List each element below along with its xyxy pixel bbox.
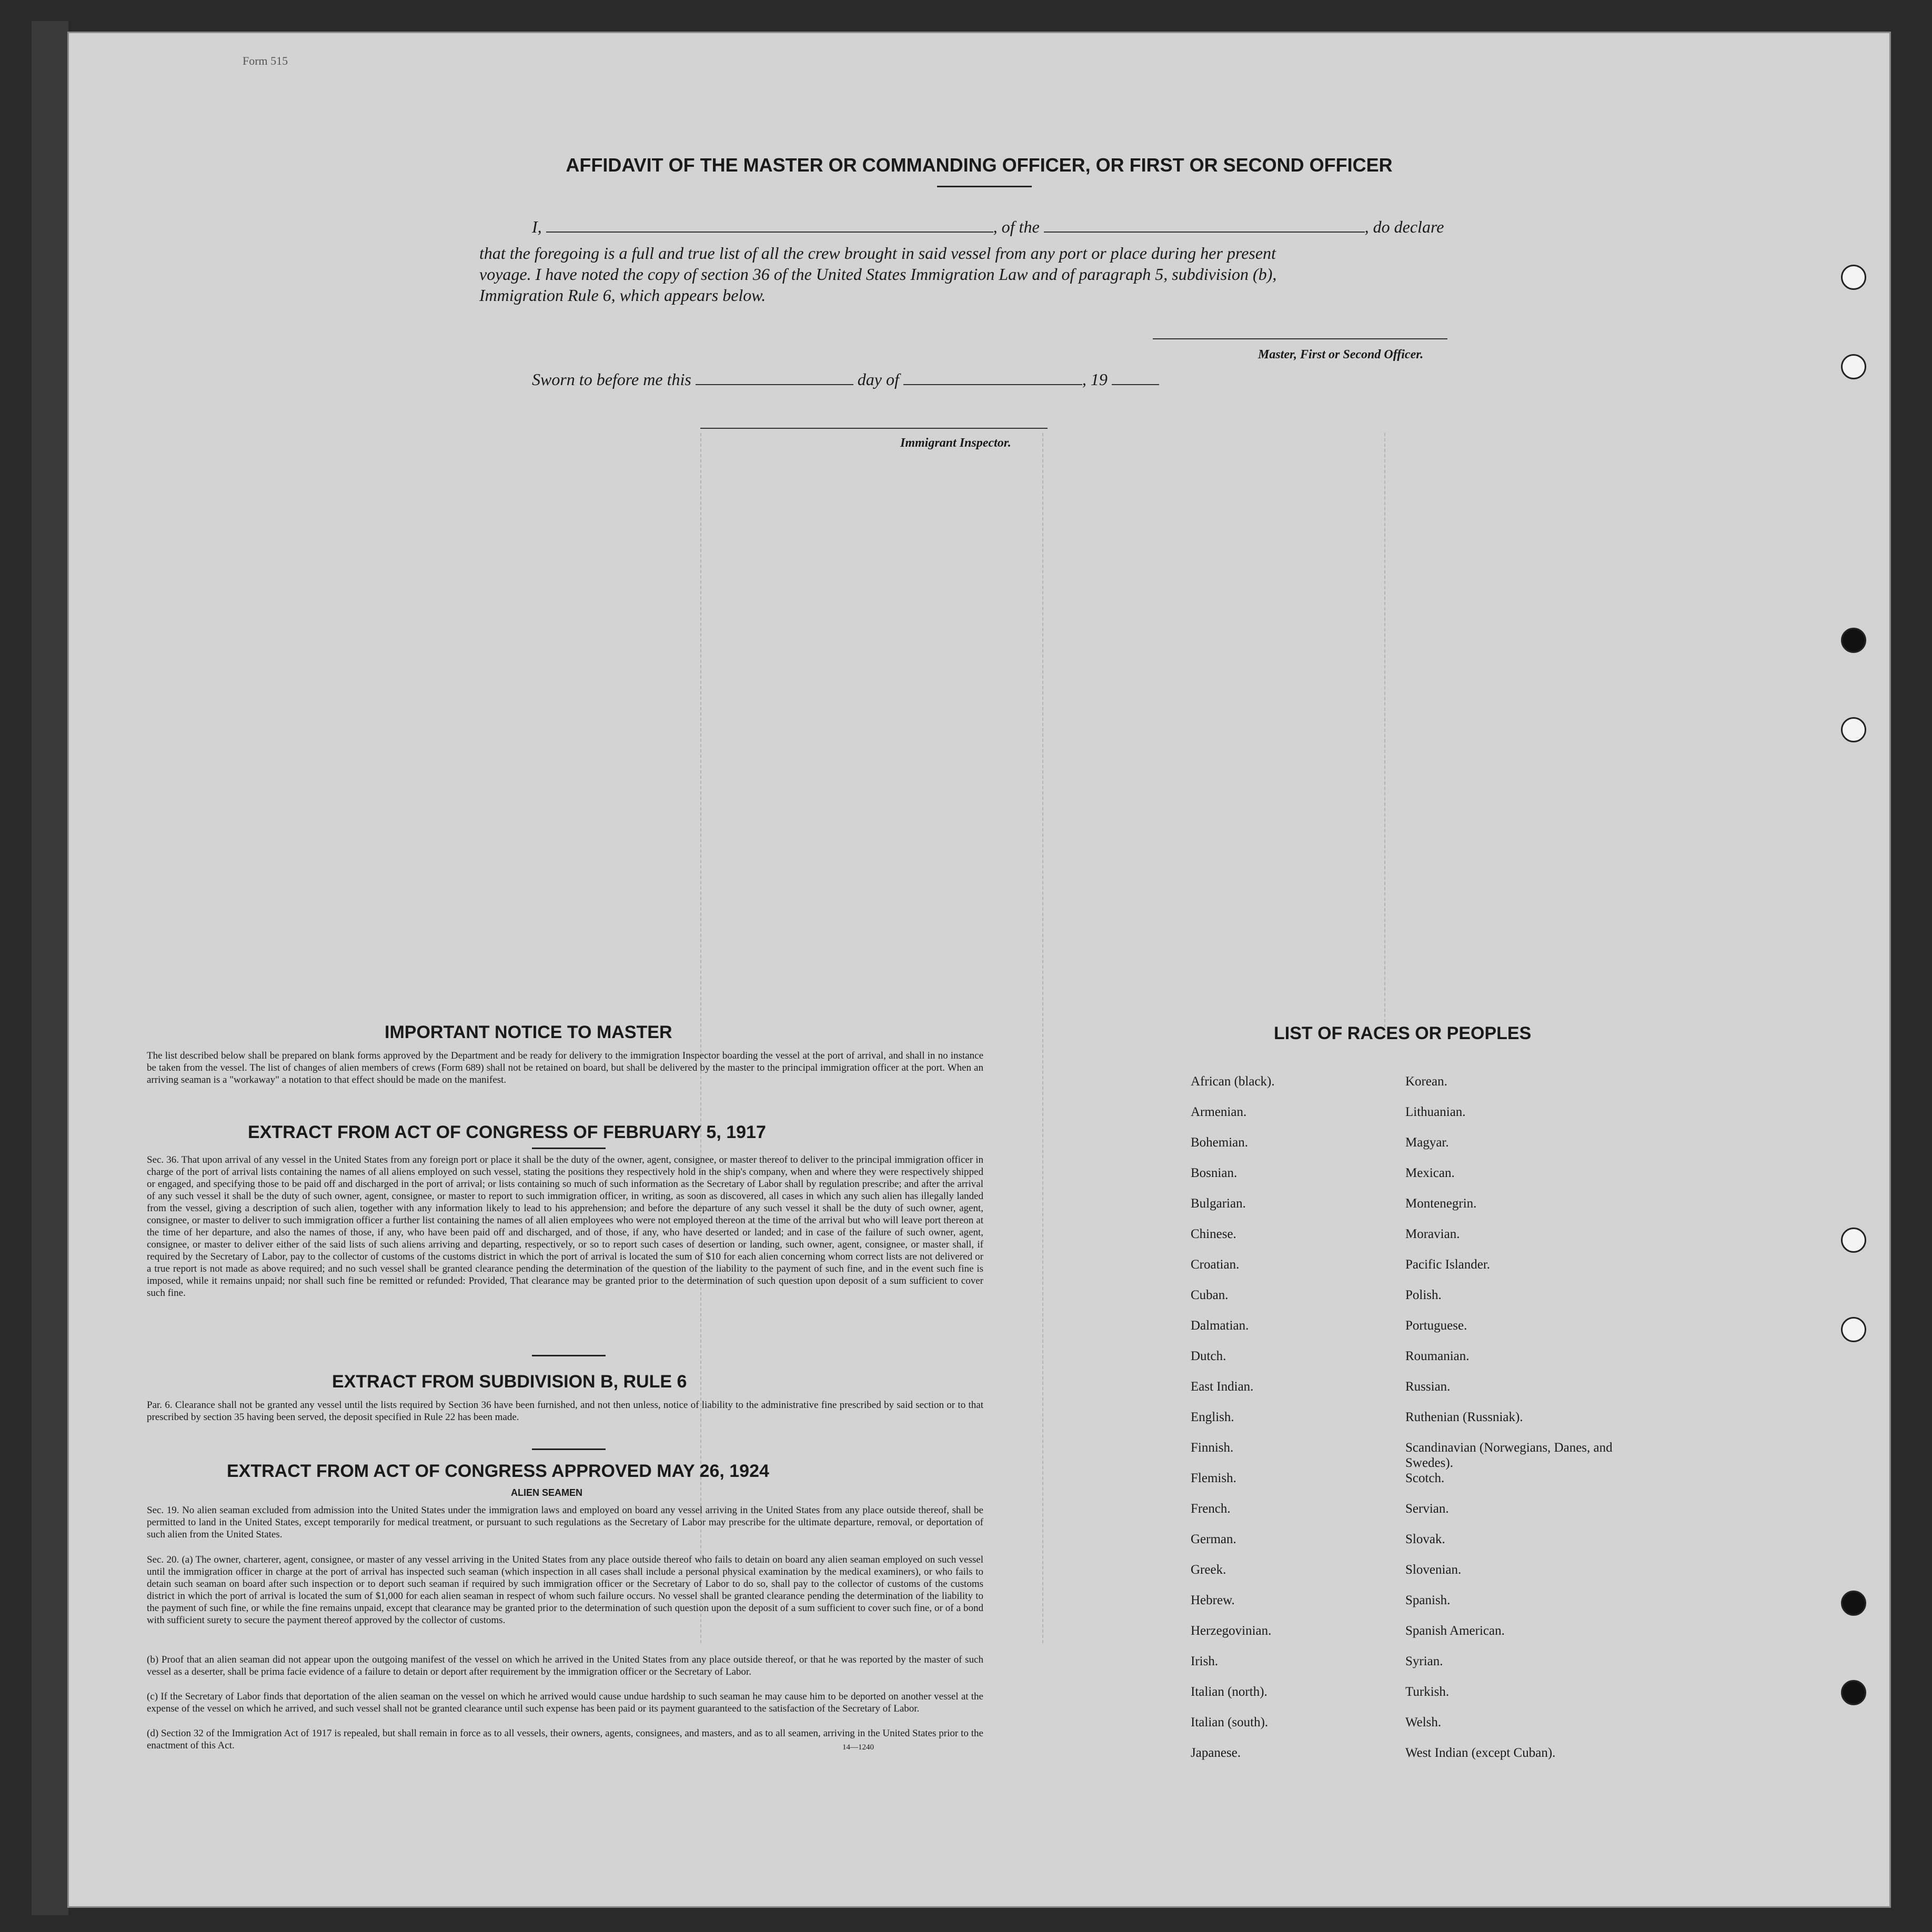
race-item: Armenian. bbox=[1191, 1105, 1247, 1119]
race-item: Japanese. bbox=[1191, 1746, 1241, 1760]
race-item: Hebrew. bbox=[1191, 1593, 1235, 1607]
race-item: Russian. bbox=[1405, 1380, 1451, 1394]
punch-hole bbox=[1841, 265, 1866, 290]
race-item: Flemish. bbox=[1191, 1471, 1236, 1485]
race-item: Korean. bbox=[1405, 1074, 1447, 1089]
sworn-year-blank[interactable] bbox=[1112, 384, 1159, 385]
race-item: Montenegrin. bbox=[1405, 1196, 1477, 1211]
affidavit-title: AFFIDAVIT OF THE MASTER OR COMMANDING OFFICER, OR FIRST OR SECOND OFFICER bbox=[566, 154, 1393, 176]
race-item: Chinese. bbox=[1191, 1227, 1236, 1241]
punch-hole bbox=[1841, 1680, 1866, 1705]
bleed-column bbox=[1042, 433, 1045, 1643]
extract-1924-sec20d: (d) Section 32 of the Immigration Act of 1917 is repealed, but shall remain in force as to all vessels, their owners, agents, consignees, and masters, and as to all seamen, arriving in the United States prior to the enactment of this Act. bbox=[147, 1728, 983, 1751]
affidavit-line3: voyage. I have noted the copy of section 36 of the United States Immigration Law and of paragraph 5, subdivision (b), bbox=[479, 265, 1277, 284]
race-item: Pacific Islander. bbox=[1405, 1257, 1491, 1272]
race-item: Herzegovinian. bbox=[1191, 1624, 1272, 1638]
race-item: Turkish. bbox=[1405, 1685, 1450, 1699]
sworn-day: day of bbox=[857, 370, 899, 389]
film-border bbox=[32, 21, 68, 1915]
race-item: Finnish. bbox=[1191, 1441, 1234, 1455]
extract-1917-rule bbox=[532, 1148, 606, 1149]
race-item: Bulgarian. bbox=[1191, 1196, 1246, 1211]
name-blank[interactable] bbox=[546, 232, 993, 233]
affidavit-rule bbox=[937, 186, 1032, 187]
race-item: Croatian. bbox=[1191, 1257, 1240, 1272]
affidavit-line2: that the foregoing is a full and true list of all the crew brought in said vessel from any port or place during her present bbox=[479, 244, 1276, 263]
race-item: Greek. bbox=[1191, 1563, 1226, 1577]
race-item: Dutch. bbox=[1191, 1349, 1226, 1363]
manifest-sheet bbox=[67, 32, 1891, 1908]
races-title: LIST OF RACES OR PEOPLES bbox=[1274, 1023, 1532, 1043]
race-item: Scandinavian (Norwegians, Danes, and Swedes). bbox=[1405, 1441, 1613, 1470]
extract-1924-sec19: Sec. 19. No alien seaman excluded from admission into the United States under the immigration laws and employed on board any vessel arriving in the United States from any place outside thereof, shall be permitted to land in the United States, except temporarily for medical treatment, or pursuant to such regulations as the Secretary of Labor may prescribe for the ultimate departure, removal, or deportation of such alien from the United States. bbox=[147, 1505, 983, 1540]
extract-1924-sec20a: Sec. 20. (a) The owner, charterer, agent, consignee, or master of any vessel arriving in the United States from any place outside thereof who fails to detain on board any alien seaman employed on such vessel until the immigration officer in charge at the port of arrival has inspected such seaman (which inspection in all cases shall include a personal physical examination by the medical examiners), or who fails to detain such seaman on board after such inspection or to deport such seaman if required by such immigration officer or the Secretary of Labor to do so, shall pay to the collector of customs of the customs district in which the port of arrival is located the sum of $1,000 for each alien seaman in respect of whom such failure occurs. No vessel shall be granted clearance pending the determination of the liability to the payment of such fine, or while the fine remains unpaid, except that clearance may be granted prior to the determination of such question upon the deposit of a sum sufficient to cover such fine, or of a bond with sufficient surety to secure the payment thereof approved by the collector of customs. bbox=[147, 1554, 983, 1626]
race-item: Bosnian. bbox=[1191, 1166, 1237, 1180]
race-item: Magyar. bbox=[1405, 1135, 1449, 1150]
race-item: Syrian. bbox=[1405, 1654, 1443, 1668]
inspector-signature-line[interactable] bbox=[700, 428, 1048, 429]
inspector-caption: Immigrant Inspector. bbox=[900, 436, 1011, 450]
master-caption: Master, First or Second Officer. bbox=[1258, 348, 1424, 361]
race-item: Slovak. bbox=[1405, 1532, 1445, 1546]
race-item: African (black). bbox=[1191, 1074, 1275, 1089]
punch-hole bbox=[1841, 354, 1866, 379]
punch-hole bbox=[1841, 628, 1866, 653]
notice-title: IMPORTANT NOTICE TO MASTER bbox=[385, 1022, 672, 1042]
race-item: English. bbox=[1191, 1410, 1234, 1424]
race-item: Servian. bbox=[1405, 1502, 1449, 1516]
race-item: Bohemian. bbox=[1191, 1135, 1249, 1150]
affidavit-i: I, bbox=[532, 217, 542, 236]
punch-hole bbox=[1841, 1317, 1866, 1342]
race-item: Italian (north). bbox=[1191, 1685, 1267, 1699]
race-item: Scotch. bbox=[1405, 1471, 1445, 1485]
affidavit-line4: Immigration Rule 6, which appears below. bbox=[479, 286, 766, 305]
race-item: Slovenian. bbox=[1405, 1563, 1462, 1577]
race-item: West Indian (except Cuban). bbox=[1405, 1746, 1556, 1760]
race-item: German. bbox=[1191, 1532, 1236, 1546]
race-item: East Indian. bbox=[1191, 1380, 1254, 1394]
extract-1924-sec20c: (c) If the Secretary of Labor finds that deportation of the alien seaman on the vessel on which he arrived would cause undue hardship to such seaman he may cause him to be deported on another vessel at the expense of the vessel on which he arrived, and such vessel shall not be granted clearance until such expense has been paid or its payment guaranteed to the satisfaction of the Secretary of Labor. bbox=[147, 1691, 983, 1714]
extract-1917-body: Sec. 36. That upon arrival of any vessel in the United States from any foreign port or place it shall be the duty of the owner, agent, consignee, or master thereof to deliver to the principal immigration officer in charge of the port of arrival lists containing the names of all aliens employed on such vessel, stating the positions they respectively hold in the ship's company, when and where they were respectively shipped or engaged, and specifying those to be paid off and discharged in the port of arrival; or lists containing so much of such information as the Secretary of Labor shall by regulation prescribe; and after the arrival of any such vessel it shall be the duty of such owner, agent, consignee, or master to report to such immigration officer, in writing, as soon as discovered, all cases in which any such alien has illegally landed from the vessel, giving a description of such alien, together with any information likely to lead to his apprehension; and before the departure of any such vessel it shall be the duty of such owner, agent, consignee, or master to deliver to such immigration officer a further list containing the names of all alien employees who were not employed thereon at the time of the arrival but who will leave port thereon at the time of her departure, and also the names of those, if any, who have been paid off and discharged, and of those, if any, who have deserted or landed; and in case of the failure of such owner, agent, consignee, or master to deliver either of the said lists of such aliens arriving and departing, respectively, or so to report such cases of desertion or landing, such owner, agent, consignee, or master shall, if required by the Secretary of Labor, pay to the collector of customs of the customs district in which the port of arrival is located the sum of $10 for each alien concerning whom correct lists are not delivered or a true report is not made as above required; and no such vessel shall be granted clearance pending the determination of the question of the liability to the payment of such fine, and in the event such fine is imposed, while it remains unpaid; nor shall such fine be remitted or refunded: Provided, That clearance may be granted prior to the determination of such question upon deposit of a sum sufficient to cover such fine. bbox=[147, 1154, 983, 1299]
race-item: Portuguese. bbox=[1405, 1319, 1467, 1333]
race-item: Italian (south). bbox=[1191, 1715, 1269, 1729]
print-code: 14—1240 bbox=[842, 1743, 874, 1752]
rule6-bottom-rule bbox=[532, 1448, 606, 1450]
punch-hole bbox=[1841, 717, 1866, 742]
rule6-title: EXTRACT FROM SUBDIVISION B, RULE 6 bbox=[332, 1372, 687, 1392]
races-right-column bbox=[1405, 1074, 1626, 1776]
punch-hole bbox=[1841, 1227, 1866, 1253]
race-item: Polish. bbox=[1405, 1288, 1442, 1302]
sworn-year: , 19 bbox=[1082, 370, 1108, 389]
sworn-prefix: Sworn to before me this bbox=[532, 370, 691, 389]
race-item: Lithuanian. bbox=[1405, 1105, 1466, 1119]
punch-hole bbox=[1841, 1591, 1866, 1616]
extract-1917-title: EXTRACT FROM ACT OF CONGRESS OF FEBRUARY 5, 1917 bbox=[248, 1122, 766, 1142]
bleed-column bbox=[1384, 433, 1387, 1038]
race-item: Irish. bbox=[1191, 1654, 1219, 1668]
rule6-body: Par. 6. Clearance shall not be granted any vessel until the lists required by Section 36 have been furnished, and not then unless, notice of liability to the administrative fine prescribed by said section or to that prescribed by section 35 having been served, the deposit specified in Rule 22 has been made. bbox=[147, 1400, 983, 1423]
extract-1924-sec20b: (b) Proof that an alien seaman did not appear upon the outgoing manifest of the vessel on which he arrived in the United States from any place outside thereof, or that he was reported by the master of such vessel as a deserter, shall be prima facie evidence of a failure to detain or deport after requirement by the immigration officer or the Secretary of Labor. bbox=[147, 1654, 983, 1677]
race-item: Moravian. bbox=[1405, 1227, 1460, 1241]
vessel-blank[interactable] bbox=[1044, 232, 1365, 233]
affidavit-of-the: , of the bbox=[993, 217, 1040, 236]
rule6-top-rule bbox=[532, 1355, 606, 1356]
race-item: Roumanian. bbox=[1405, 1349, 1470, 1363]
master-signature-line[interactable] bbox=[1153, 338, 1447, 339]
race-item: French. bbox=[1191, 1502, 1231, 1516]
extract-1924-subtitle: ALIEN SEAMEN bbox=[511, 1487, 583, 1498]
notice-body: The list described below shall be prepared on blank forms approved by the Department and be ready for delivery to the immigration Inspector boarding the vessel at the port of arrival, and shall in no instance be taken from the vessel. The list of changes of alien members of crews (Form 689) shall not be retained on board, but shall be delivered by the master to the principal immigration officer at the port. When an arriving seaman is a "workaway" a notation to that effect should be made on the manifest. bbox=[147, 1050, 983, 1085]
extract-1924-title: EXTRACT FROM ACT OF CONGRESS APPROVED MAY 26, 1924 bbox=[227, 1461, 769, 1481]
sworn-line bbox=[532, 370, 1269, 389]
race-item: Mexican. bbox=[1405, 1166, 1455, 1180]
race-item: Spanish American. bbox=[1405, 1624, 1505, 1638]
race-item: Spanish. bbox=[1405, 1593, 1451, 1607]
form-number: Form 515 bbox=[243, 54, 288, 67]
race-item: Welsh. bbox=[1405, 1715, 1442, 1729]
affidavit-declare: , do declare bbox=[1364, 217, 1444, 236]
affidavit-line1 bbox=[532, 217, 1584, 237]
race-item: Dalmatian. bbox=[1191, 1319, 1249, 1333]
races-left-column bbox=[1191, 1074, 1380, 1776]
sworn-date-blank[interactable] bbox=[696, 384, 853, 385]
sworn-month-blank[interactable] bbox=[903, 384, 1082, 385]
race-item: Cuban. bbox=[1191, 1288, 1229, 1302]
race-item: Ruthenian (Russniak). bbox=[1405, 1410, 1523, 1424]
